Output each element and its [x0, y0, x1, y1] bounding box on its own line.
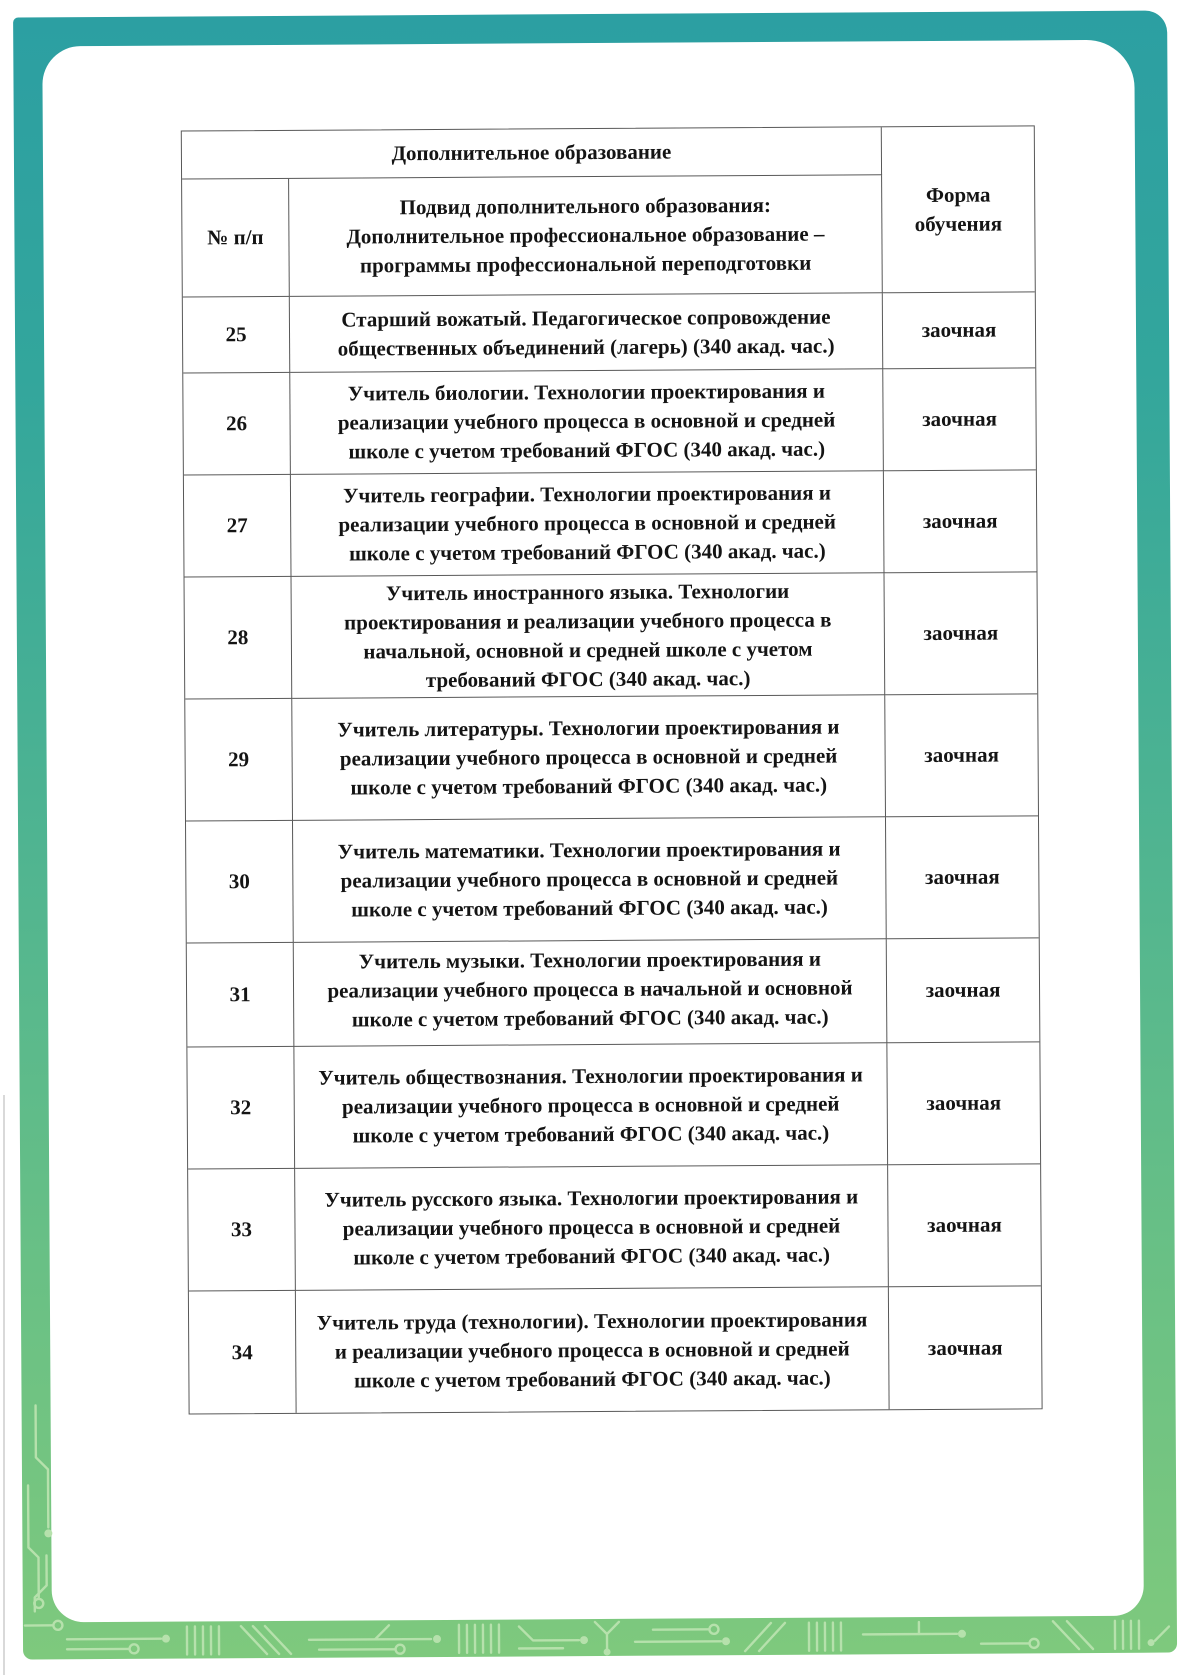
row-number-cell: 28 [185, 577, 293, 700]
row-number-cell: 26 [183, 373, 291, 476]
study-form-cell: заочная [883, 292, 1035, 369]
table-row [183, 292, 1035, 373]
row-number-cell: 27 [184, 475, 292, 578]
table-row [185, 572, 1038, 699]
row-number-cell: 25 [183, 297, 290, 374]
table-body [183, 292, 1042, 1413]
program-name-cell: Учитель обществознания. Технологии проектирования и реализации учебного процесса в основной и средней школе с учетом требований ФГОС (340 акад. час.) [294, 1043, 888, 1169]
program-name-cell: Учитель географии. Технологии проектирования и реализации учебного процесса в основной и средней школе с учетом требований ФГОС (340 акад. час.) [291, 471, 885, 577]
number-column-header-cell: № п/п [182, 179, 290, 298]
table-row [189, 1286, 1042, 1413]
study-form-cell: заочная [883, 368, 1036, 471]
table-row [185, 694, 1038, 821]
study-form-cell: заочная [888, 1164, 1041, 1287]
form-column-header-cell: Форма обучения [882, 126, 1035, 293]
study-form-cell: заочная [884, 470, 1037, 573]
program-name-cell: Учитель иностранного языка. Технологии проектирования и реализации учебного процесса в начальной, основной и средней школе с учетом требований ФГОС (340 акад. час.) [292, 573, 886, 699]
study-form-cell: заочная [927, 1335, 1003, 1360]
row-number-cell: 34 [189, 1291, 297, 1414]
study-form-cell: заочная [885, 694, 1038, 817]
row-number-cell: 32 [187, 1047, 295, 1170]
table-header [182, 126, 1035, 297]
program-name-cell: Учитель музыки. Технологии проектирования и реализации учебного процесса в начальной и основной школе с учетом требований ФГОС (340 акад. час.) [294, 939, 888, 1047]
program-column-header-cell: Подвид дополнительного образования: Дополнительное профессиональное образование – программы профессиональной переподготовки [289, 175, 883, 297]
table-row [187, 1042, 1040, 1169]
program-name-cell: Учитель русского языка. Технологии проектирования и реализации учебного процесса в основной и средней школе с учетом требований ФГОС (340 акад. час.) [295, 1165, 889, 1291]
study-form-cell: заочная [884, 572, 1037, 695]
row-number-cell: 29 [185, 699, 293, 822]
table-row [184, 470, 1037, 577]
program-name-cell: Старший вожатый. Педагогическое сопровождение общественных объединений (лагерь) (340 акад. час.) [290, 293, 883, 373]
table-row [186, 816, 1039, 943]
row-number-cell: 33 [188, 1169, 296, 1292]
table-row [188, 1164, 1041, 1291]
row-number-cell: 31 [187, 943, 295, 1048]
study-form-cell: заочная [887, 1042, 1040, 1165]
program-name-cell: Учитель труда (технологии). Технологии проектирования и реализации учебного процесса в основной и средней школе с учетом требований ФГОС (340 акад. час.) [296, 1287, 890, 1413]
row-number-cell: 30 [186, 821, 294, 944]
program-name-cell: Учитель литературы. Технологии проектирования и реализации учебного процесса в основной и средней школе с учетом требований ФГОС (340 акад. час.) [292, 695, 886, 821]
program-name-cell: Учитель математики. Технологии проектирования и реализации учебного процесса в основной и средней школе с учетом требований ФГОС (340 акад. час.) [293, 817, 887, 943]
program-name-cell: Учитель биологии. Технологии проектирования и реализации учебного процесса в основной и средней школе с учетом требований ФГОС (340 акад. час.) [290, 369, 884, 475]
study-form-cell: заочная [887, 938, 1040, 1043]
table-row [183, 368, 1036, 475]
section-title-cell: Дополнительное образование [182, 127, 882, 179]
scan-edge-artifact [3, 1095, 5, 1675]
study-form-cell: заочная [886, 816, 1039, 939]
programs-table [181, 125, 1043, 1414]
table-row [187, 938, 1040, 1047]
